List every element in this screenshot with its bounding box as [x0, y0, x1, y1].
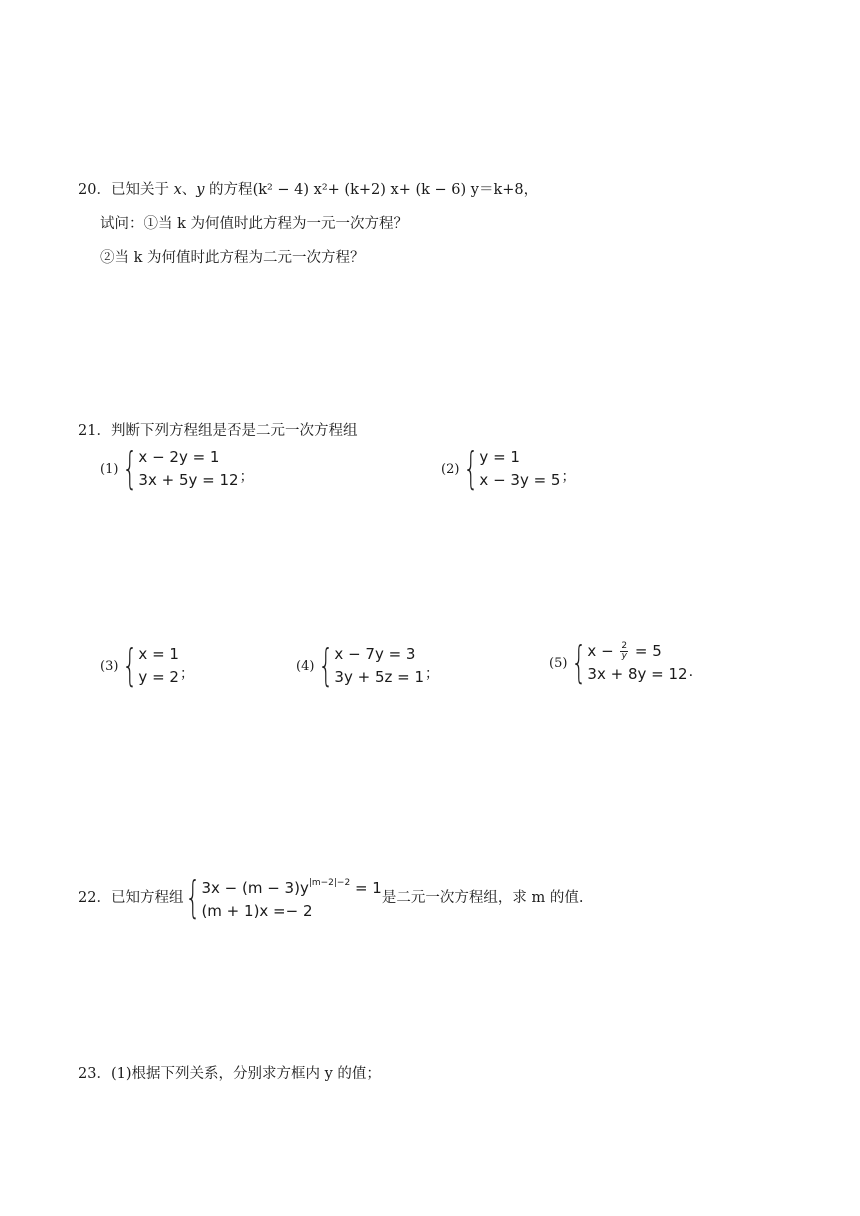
q20-mid: 的方程	[204, 182, 253, 198]
punctuation: ；	[179, 666, 194, 682]
equation-row: x = 1	[138, 645, 179, 663]
brace-icon: {	[318, 640, 335, 691]
equation-row: y = 1	[479, 448, 520, 466]
equation-row: x − 2y = 1	[138, 448, 220, 466]
system-label: (5)	[549, 655, 568, 671]
equation-row: y = 2	[138, 668, 179, 686]
q20-line2: 试问：①当 k 为何值时此方程为一元一次方程？	[100, 216, 409, 232]
system-rows	[587, 640, 687, 686]
system-rows	[138, 643, 179, 689]
q20-var-x: x	[173, 182, 182, 198]
equation-row	[201, 872, 381, 900]
fraction-denominator: y	[621, 651, 627, 661]
equation-row: 3x + 5y = 12	[138, 471, 239, 489]
system-rows	[138, 446, 238, 492]
q21-system-5	[549, 637, 694, 688]
equation-part: 3x − (m − 3)y	[201, 879, 309, 897]
q22-prefix: 22．已知方程组	[78, 889, 184, 906]
q20-var-y: y	[196, 182, 205, 198]
q21-system-3	[100, 640, 194, 691]
q20-line3: ②当 k 为何值时此方程为二元一次方程？	[100, 250, 365, 266]
q22-suffix: 是二元一次方程组，求 m 的值.	[381, 889, 584, 906]
q21-system-4	[296, 640, 440, 691]
punctuation: ；	[561, 469, 576, 485]
equation-row: (m + 1)x =− 2	[201, 902, 313, 920]
equation-row: x − 3y = 5	[479, 471, 561, 489]
punctuation: ；	[425, 666, 440, 682]
brace-icon: {	[571, 637, 588, 688]
q20-number: 20．	[78, 182, 111, 198]
q23-line: 23．(1)根据下列关系，分别求方框内 y 的值；	[78, 1066, 381, 1082]
equation-part: x −	[587, 642, 619, 660]
fraction	[620, 642, 628, 661]
punctuation: .	[688, 664, 694, 680]
brace-icon: {	[185, 871, 202, 923]
equation-part: = 5	[630, 642, 662, 660]
system-rows	[479, 446, 560, 492]
system-label: (1)	[100, 461, 119, 477]
q20-sep: 、	[181, 182, 197, 198]
q20-equation: (k² − 4) x²+ (k+2) x+ (k − 6) y＝k+8，	[252, 182, 539, 198]
equation-row	[587, 640, 687, 663]
system-label: (3)	[100, 658, 119, 674]
system-rows	[201, 872, 381, 923]
brace-icon: {	[122, 443, 139, 494]
equation-row: 3x + 8y = 12	[587, 665, 688, 683]
equation-part: = 1	[350, 879, 382, 897]
q21-title: 21．判断下列方程组是否是二元一次方程组	[78, 423, 358, 439]
system-label: (4)	[296, 658, 315, 674]
q22-line	[78, 872, 583, 923]
brace-icon: {	[122, 640, 139, 691]
fraction-numerator: 2	[621, 641, 628, 651]
q21-system-1	[100, 443, 254, 494]
q20-prefix: 已知关于	[110, 182, 174, 198]
exponent: |m−2|−2	[308, 878, 351, 888]
brace-icon: {	[463, 443, 480, 494]
punctuation: ；	[239, 469, 254, 485]
q21-system-2	[441, 443, 576, 494]
system-label: (2)	[441, 461, 460, 477]
q20-line1	[78, 180, 538, 200]
equation-row: x − 7y = 3	[334, 645, 416, 663]
equation-row: 3y + 5z = 1	[334, 668, 425, 686]
system-rows	[334, 643, 424, 689]
